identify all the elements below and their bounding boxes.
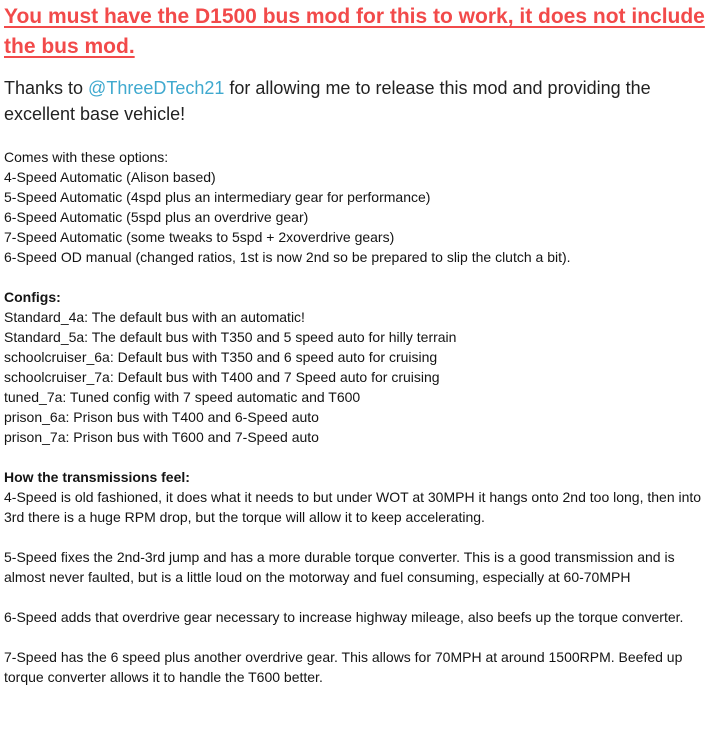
thanks-prefix: Thanks to	[4, 78, 89, 98]
thanks-suffix: for allowing me to release this mod and providing the excellent base vehicle!	[4, 78, 651, 124]
thanks-paragraph	[4, 75, 718, 127]
feel-heading: How the transmissions feel:	[4, 469, 190, 485]
config-item: tuned_7a: Tuned config with 7 speed automatic and T600	[4, 389, 361, 405]
config-item: schoolcruiser_6a: Default bus with T350 and 6 speed auto for cruising	[4, 349, 438, 365]
options-intro: Comes with these options:	[4, 149, 169, 165]
config-item: prison_6a: Prison bus with T400 and 6-Speed auto	[4, 409, 319, 425]
options-section	[4, 147, 718, 267]
option-item: 6-Speed OD manual (changed ratios, 1st is now 2nd so be prepared to slip the clutch a bit).	[4, 249, 571, 265]
feel-paragraph: 7-Speed has the 6 speed plus another overdrive gear. This allows for 70MPH at around 1500RPM. Beefed up torque converter allows it to handle the T600 better.	[4, 649, 683, 685]
option-item: 5-Speed Automatic (4spd plus an intermediary gear for performance)	[4, 189, 431, 205]
config-item: prison_7a: Prison bus with T600 and 7-Speed auto	[4, 429, 319, 445]
config-item: Standard_5a: The default bus with T350 and 5 speed auto for hilly terrain	[4, 329, 457, 345]
configs-heading: Configs:	[4, 289, 61, 305]
option-item: 4-Speed Automatic (Alison based)	[4, 169, 216, 185]
feel-paragraph: 4-Speed is old fashioned, it does what it needs to but under WOT at 30MPH it hangs onto 2nd too long, then into 3rd there is a huge RPM drop, but the torque will allow it to keep accelerating.	[4, 489, 702, 525]
bus-mod-required-warning: You must have the D1500 bus mod for this to work, it does not include the bus mod.	[4, 5, 705, 58]
configs-section	[4, 287, 718, 447]
feel-paragraph: 6-Speed adds that overdrive gear necessary to increase highway mileage, also beefs up the torque converter.	[4, 609, 684, 625]
option-item: 6-Speed Automatic (5spd plus an overdrive gear)	[4, 209, 309, 225]
author-mention-link[interactable]: @ThreeDTech21	[88, 78, 225, 98]
config-item: Standard_4a: The default bus with an automatic!	[4, 309, 305, 325]
option-item: 7-Speed Automatic (some tweaks to 5spd + 2xoverdrive gears)	[4, 229, 395, 245]
config-item: schoolcruiser_7a: Default bus with T400 and 7 Speed auto for cruising	[4, 369, 440, 385]
transmission-feel-section	[4, 467, 718, 687]
feel-paragraph: 5-Speed fixes the 2nd-3rd jump and has a more durable torque converter. This is a good transmission and is almost never faulted, but is a little loud on the motorway and fuel consuming, especially at 60-70MPH	[4, 549, 675, 585]
